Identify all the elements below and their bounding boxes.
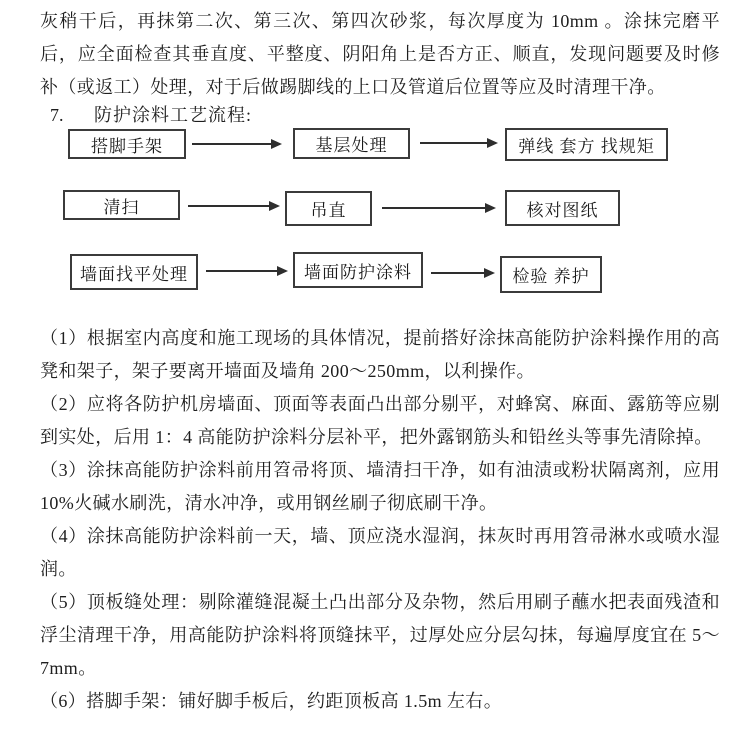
- flow-step-inspection-curing: 检验 养护: [500, 256, 602, 293]
- flow-arrow: [192, 143, 280, 145]
- process-flowchart: [0, 128, 750, 298]
- intro-paragraph: 灰稍干后，再抹第二次、第三次、第四次砂浆，每次厚度为 10mm 。涂抹完磨平后，应全面检查其垂直度、平整度、阴阳角上是否方正、顺直，发现问题要及时修补（或返工）处理，对于后做踢脚线的上口及管道后位置等应及时清理干净。: [40, 11, 720, 97]
- paragraph-5: （5）顶板缝处理：剔除灌缝混凝土凸出部分及杂物，然后用刷子蘸水把表面残渣和浮尘清理干净，用高能防护涂料将顶缝抹平，过厚处应分层勾抹，每遍厚度宜在 5～7mm。: [40, 592, 720, 678]
- flow-arrow: [431, 272, 493, 274]
- flow-arrow: [420, 142, 496, 144]
- paragraph-3: （3）涂抹高能防护涂料前用笤帚将顶、墙清扫干净，如有油渍或粉状隔离剂，应用 10%火碱水刷洗，清水冲净，或用钢丝刷子彻底刷干净。: [40, 460, 720, 513]
- paragraph-4: （4）涂抹高能防护涂料前一天，墙、顶应浇水湿润，抹灰时再用笤帚淋水或喷水湿润。: [40, 526, 720, 579]
- flow-step-scaffold: 搭脚手架: [68, 129, 186, 159]
- paragraph-6: （6）搭脚手架：铺好脚手板后，约距顶板高 1.5m 左右。: [40, 691, 503, 711]
- flow-arrow: [188, 205, 278, 207]
- section-title: 防护涂料工艺流程:: [94, 105, 253, 125]
- paragraph-2: （2）应将各防护机房墙面、顶面等表面凸出部分剔平，对蜂窝、麻面、露筋等应剔到实处，后用 1：4 高能防护涂料分层补平，把外露钢筋头和铅丝头等事先清除掉。: [40, 394, 720, 447]
- flow-step-wall-leveling: 墙面找平处理: [70, 254, 198, 290]
- flow-step-snap-lines: 弹线 套方 找规矩: [505, 128, 668, 161]
- flow-step-check-drawings: 核对图纸: [505, 190, 620, 226]
- section-heading: [40, 104, 720, 128]
- flow-step-cleaning: 清扫: [63, 190, 180, 220]
- flow-step-plumb: 吊直: [285, 191, 372, 226]
- paragraph-1: （1）根据室内高度和施工现场的具体情况，提前搭好涂抹高能防护涂料操作用的高凳和架子，架子要离开墙面及墙角 200～250mm，以利操作。: [40, 328, 720, 381]
- section-number: 7.: [50, 105, 64, 125]
- flow-arrow: [382, 207, 494, 209]
- flow-step-base-treatment: 基层处理: [293, 128, 410, 159]
- flow-arrow: [206, 270, 286, 272]
- body-paragraphs: [40, 322, 720, 718]
- flow-step-wall-coating: 墙面防护涂料: [293, 252, 423, 288]
